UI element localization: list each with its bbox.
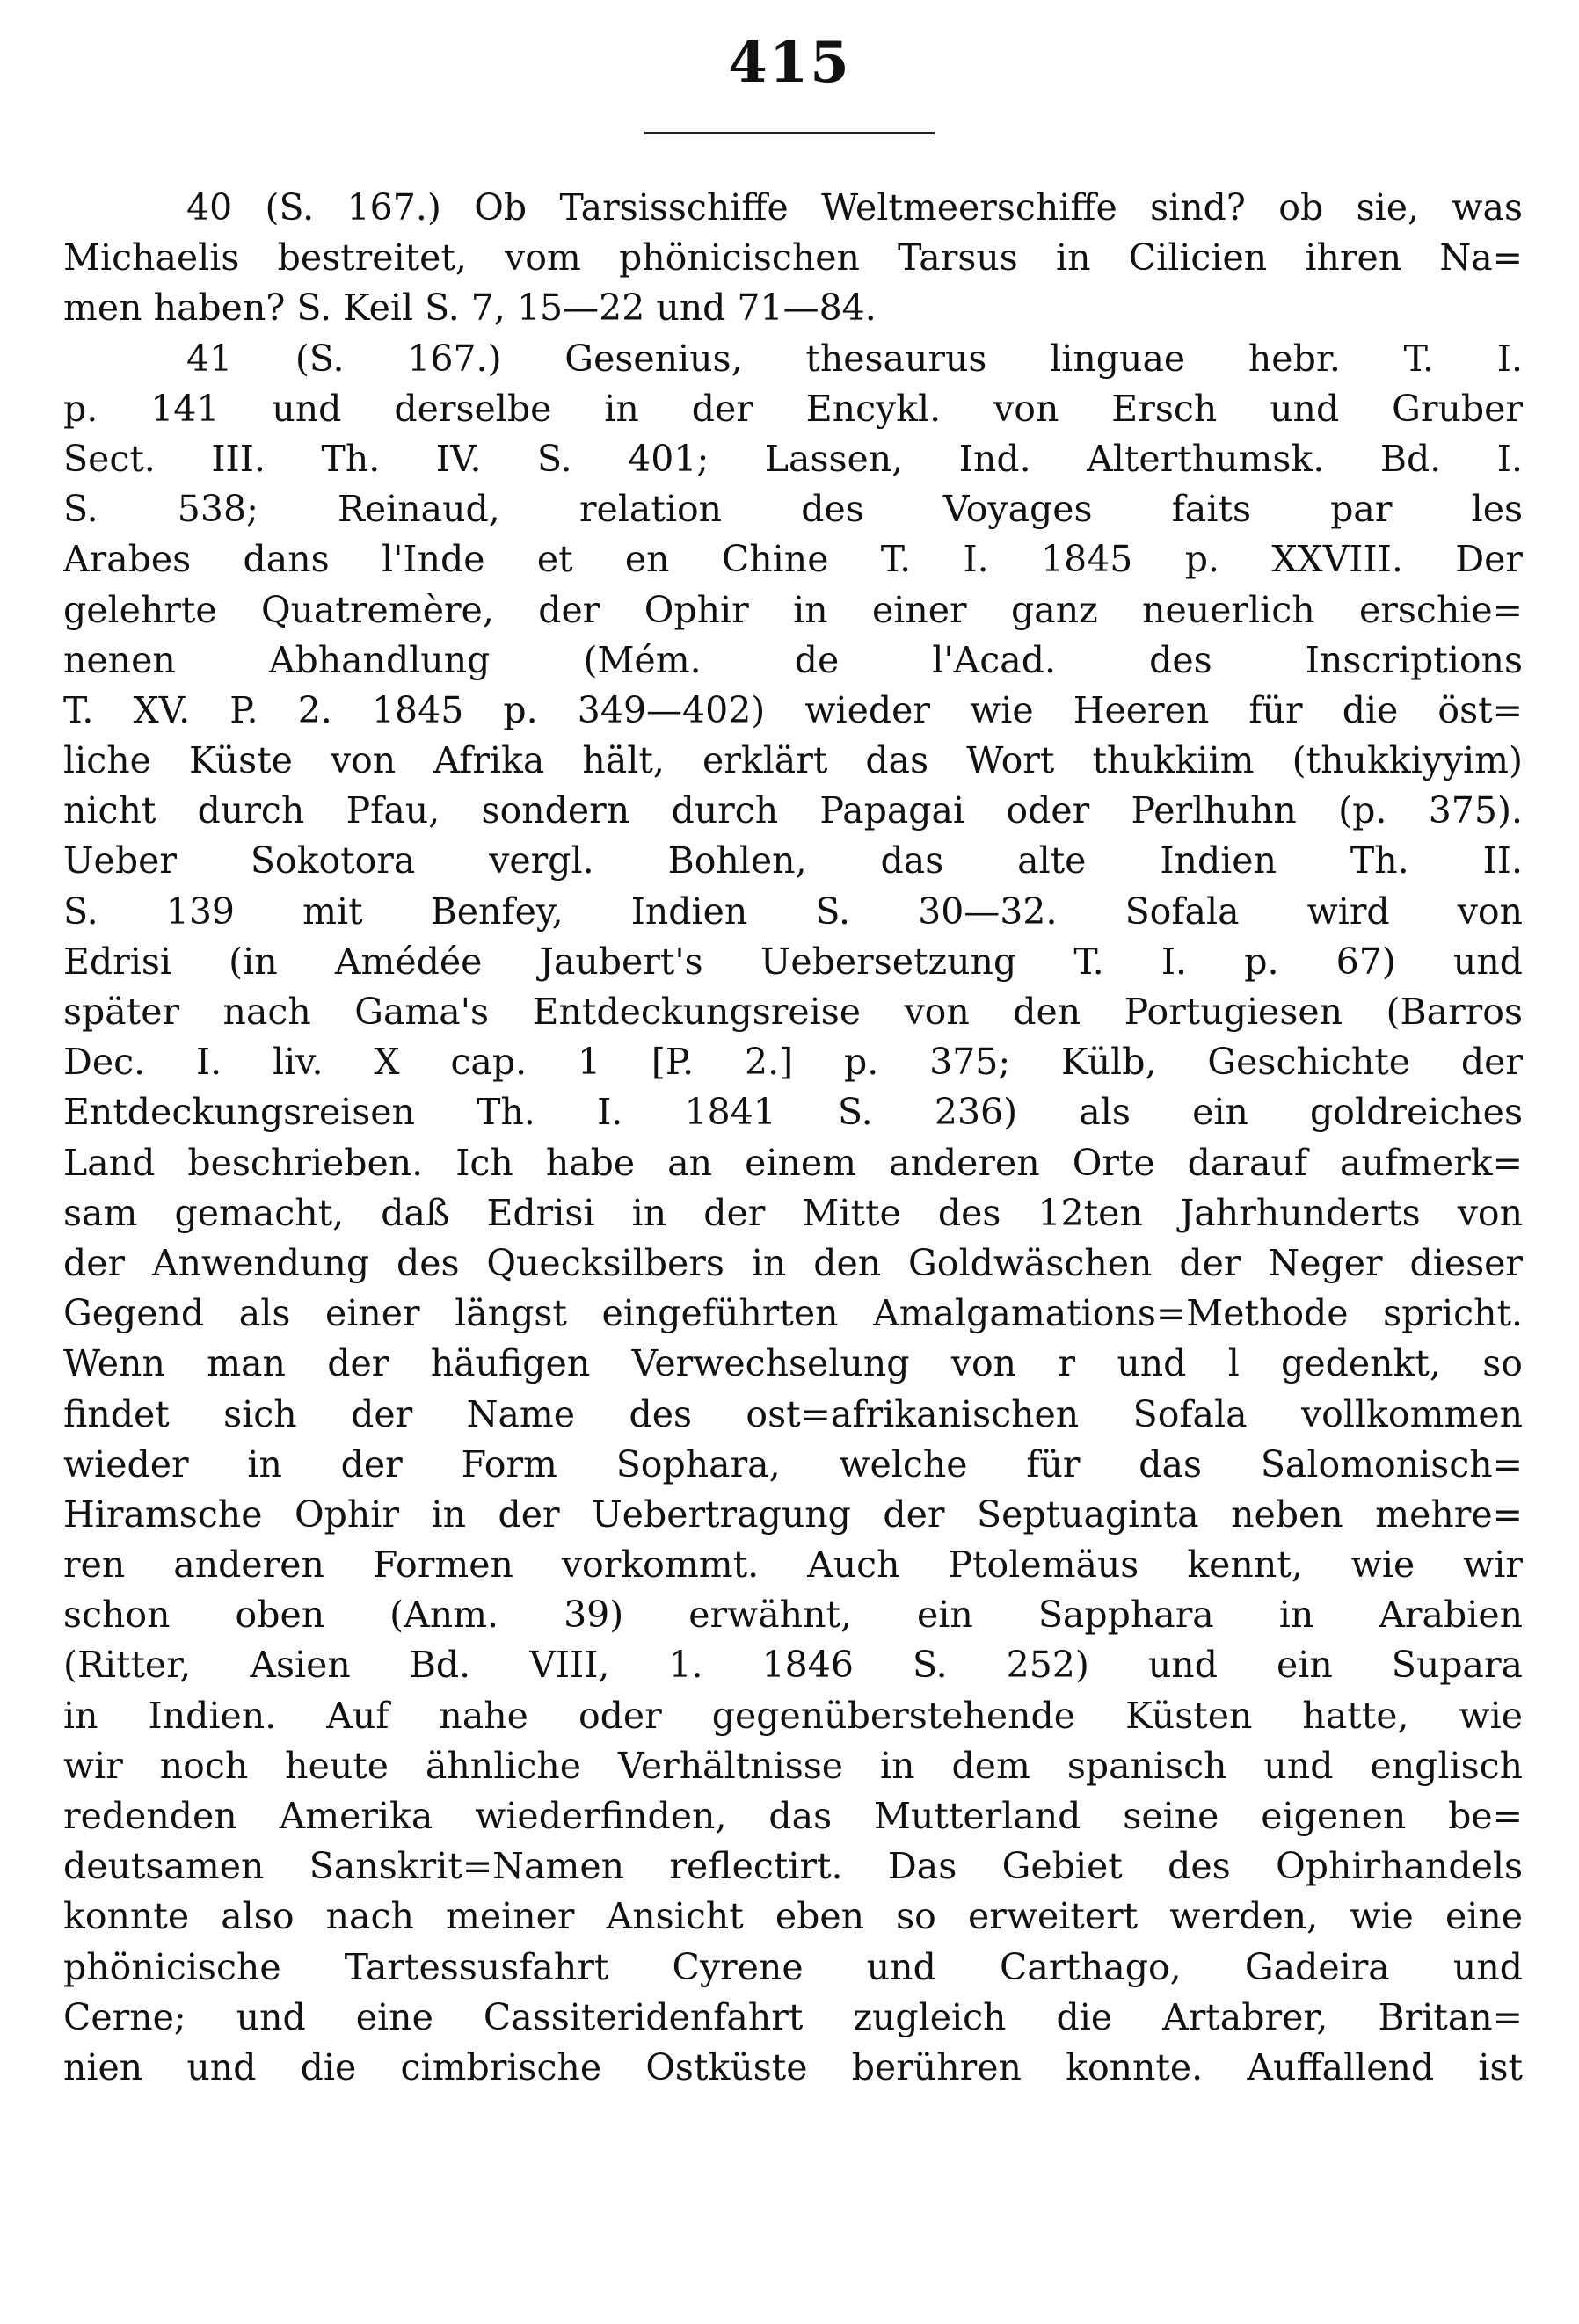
text-line: Sect. III. Th. IV. S. 401; Lassen, Ind. Alterthumsk. Bd. I. bbox=[63, 437, 1523, 480]
text-line: deutsamen Sanskrit=Namen reflectirt. Das Gebiet des Ophirhandels bbox=[63, 1845, 1523, 1888]
text-line: findet sich der Name des ost=afrikanischen Sofala vollkommen bbox=[63, 1392, 1523, 1435]
text-line: nicht durch Pfau, sondern durch Papagai oder Perlhuhn (p. 375). bbox=[63, 789, 1523, 832]
text-line: in Indien. Auf nahe oder gegenüberstehende Küsten hatte, wie bbox=[63, 1694, 1523, 1737]
text-line: Wenn man der häufigen Verwechselung von r und l gedenkt, so bbox=[63, 1342, 1523, 1385]
header-rule bbox=[644, 132, 935, 134]
text-line: Michaelis bestreitet, vom phönicischen Tarsus in Cilicien ihren Na= bbox=[63, 236, 1523, 280]
text-line: Cerne; und eine Cassiteridenfahrt zugleich die Artabrer, Britan= bbox=[63, 1995, 1523, 2038]
text-line: gelehrte Quatremère, der Ophir in einer ganz neuerlich erschie= bbox=[63, 588, 1523, 631]
text-line: ren anderen Formen vorkommt. Auch Ptolemäus kennt, wie wir bbox=[63, 1543, 1523, 1587]
text-line: men haben? S. Keil S. 7, 15—22 und 71—84. bbox=[63, 287, 877, 330]
text-line: 41 (S. 167.) Gesenius, thesaurus linguae hebr. T. I. bbox=[186, 337, 1523, 380]
page-number: 415 bbox=[728, 30, 851, 96]
text-line: T. XV. P. 2. 1845 p. 349—402) wieder wie Heeren für die öst= bbox=[63, 688, 1523, 731]
text-line: S. 538; Reinaud, relation des Voyages faits par les bbox=[63, 488, 1523, 531]
text-line: nenen Abhandlung (Mém. de l'Acad. des Inscriptions bbox=[63, 638, 1523, 681]
text-line: Dec. I. liv. X cap. 1 [P. 2.] p. 375; Külb, Geschichte der bbox=[63, 1041, 1523, 1084]
text-line: wieder in der Form Sophara, welche für das Salomonisch= bbox=[63, 1442, 1523, 1485]
text-line: phönicische Tartessusfahrt Cyrene und Carthago, Gadeira und bbox=[63, 1945, 1523, 1988]
text-line: später nach Gama's Entdeckungsreise von den Portugiesen (Barros bbox=[63, 991, 1523, 1033]
text-line: schon oben (Anm. 39) erwähnt, ein Sapphara in Arabien bbox=[63, 1594, 1523, 1637]
text-line: S. 139 mit Benfey, Indien S. 30—32. Sofala wird von bbox=[63, 890, 1523, 933]
text-line: Hiramsche Ophir in der Uebertragung der Septuaginta neben mehre= bbox=[63, 1492, 1523, 1536]
footnote-text bbox=[63, 183, 1523, 2093]
text-line: redenden Amerika wiederfinden, das Mutterland seine eigenen be= bbox=[63, 1795, 1523, 1837]
text-line: Entdeckungsreisen Th. I. 1841 S. 236) als ein goldreiches bbox=[63, 1091, 1523, 1134]
text-line: Land beschrieben. Ich habe an einem anderen Orte darauf aufmerk= bbox=[63, 1141, 1523, 1184]
text-line: Ueber Sokotora vergl. Bohlen, das alte Indien Th. II. bbox=[63, 839, 1523, 882]
text-line: wir noch heute ähnliche Verhältnisse in dem spanisch und englisch bbox=[63, 1744, 1523, 1787]
text-line: der Anwendung des Quecksilbers in den Goldwäschen der Neger dieser bbox=[63, 1241, 1523, 1284]
text-line: konnte also nach meiner Ansicht eben so erweitert werden, wie eine bbox=[63, 1895, 1523, 1938]
text-line: liche Küste von Afrika hält, erklärt das Wort thukkiim (thukkiyyim) bbox=[63, 739, 1523, 782]
text-line: Arabes dans l'Inde et en Chine T. I. 1845 p. XXVIII. Der bbox=[63, 538, 1523, 581]
text-line: 40 (S. 167.) Ob Tarsisschiffe Weltmeerschiffe sind? ob sie, was bbox=[186, 186, 1523, 229]
text-line: Gegend als einer längst eingeführten Amalgamations=Methode spricht. bbox=[63, 1292, 1523, 1335]
text-line: Edrisi (in Amédée Jaubert's Uebersetzung T. I. p. 67) und bbox=[63, 940, 1523, 983]
text-line: nien und die cimbrische Ostküste berühren konnte. Auffallend ist bbox=[63, 2045, 1523, 2088]
text-line: p. 141 und derselbe in der Encykl. von Ersch und Gruber bbox=[63, 387, 1523, 430]
text-line: sam gemacht, daß Edrisi in der Mitte des 12ten Jahrhunderts von bbox=[63, 1191, 1523, 1234]
text-line: (Ritter, Asien Bd. VIII, 1. 1846 S. 252) und ein Supara bbox=[63, 1644, 1523, 1687]
